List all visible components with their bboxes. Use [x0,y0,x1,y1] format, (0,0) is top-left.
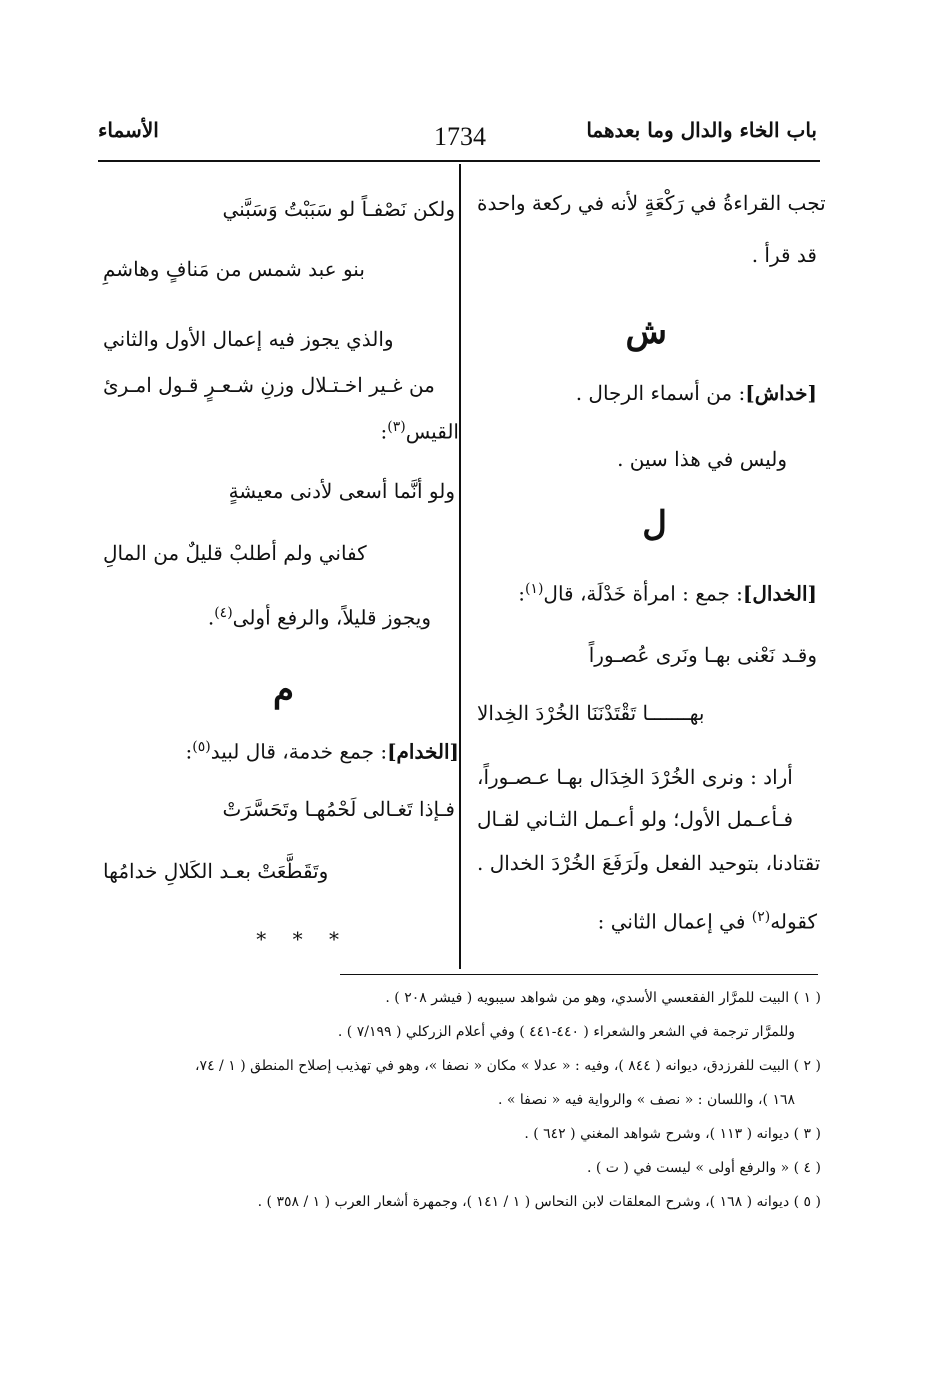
text-line: قد قرأ . [751,243,817,267]
footnote-rule [340,974,818,975]
footnote-5: ( ٥ ) ديوانه ( ١٦٨ )، وشرح المعلقات لابن النحاس ( ١ / ١٤١ )، وجمهرة أشعار العرب ( ١ / ٣٥٨ ) . [257,1194,821,1210]
footnote-4: ( ٤ ) « والرفع أولى » ليست في ( ت ) . [586,1160,821,1176]
section-letter: ش [625,312,667,352]
footnote-2: ( ٢ ) البيت للفرزدق، ديوانه ( ٨٤٤ )، وفيه : « عدلا » مكان « نصفا »، وهو في تهذيب إصلاح المنطق ( ١ / ٧٤، [195,1058,821,1074]
running-header-chapter: باب الخاء والدال وما بعدهما [586,118,817,142]
text-line: والذي يجوز فيه إعمال الأول والثاني [103,327,394,351]
entry-headword: [الخدال] [742,581,817,606]
verse-line: ولكن نَصْفـاً لو سَبَبْتُ وَسَبَّني [222,197,455,221]
footnote-1: ( ١ ) البيت للمرَّار الفقعسي الأسدي، وهو من شواهد سيبويه ( فيشر ٢٠٨ ) . [385,990,821,1006]
verse-line: ولو أنَّما أسعى لأدنى معيشةٍ [228,479,455,503]
footnote-ref: (٤) [214,605,233,621]
footnote-ref: (١) [524,581,544,597]
footnote-1-cont: وللمرَّار ترجمة في الشعر والشعراء ( ٤٤٠-٤٤١ ) وفي أعلام الزركلي ( ٧/١٩٩ ) . [337,1024,795,1040]
entry-headword: [خداش] [745,381,817,405]
footnote-ref: (٢) [751,909,771,925]
text-line: وليس في هذا سين . [617,447,787,471]
column-divider [459,164,461,969]
text-line: من غـير اخـتـلال وزنِ شـعـرٍ قـول امـرئ [103,373,435,397]
text-line: ويجوز قليلاً، والرفع أولى$^{(٤)}$. [207,605,431,630]
page-number: 1734 [434,122,486,151]
footnote-ref: (٣) [387,419,406,435]
verse-line: بهـــــــا تَقْتَدْنَنَا الخُرْدَ الخِدالا [477,701,705,725]
section-separator-stars: * * * [256,927,349,951]
section-letter: ل [642,504,667,544]
verse-line: وقـد نَعْنى بهـا ونَرى عُصـوراً [588,643,817,667]
text-line: أراد : ونرى الخُرْدَ الخِدَال بهـا عـصـوراً، [477,765,793,789]
verse-line: كفاني ولم أطلبْ قليلٌ من المالِ [103,541,367,565]
running-header-section: الأسماء [98,118,159,142]
text-line: تقتادنا، بتوحيد الفعل ولَرَفَعَ الخُرْدَ الخدال . [477,851,821,875]
verse-line: فـإذا تَغـالى لَحْمُهـا وتَحَسَّرَتْ [222,797,455,821]
verse-line: بنو عبد شمس من مَنافٍ وهاشمِ [103,257,365,281]
footnote-2-cont: ١٦٨ )، واللسان : « نصف » والرواية فيه « نصفا » . [498,1092,795,1108]
text-line: كقوله$^{(٢)}$ في إعمال الثاني : [597,909,817,934]
entry-headword: [الخدام] [387,739,459,764]
text-line: القيس$^{(٣)}$: [380,419,459,444]
entry-line: [الخدال]: جمع : امرأة خَدْلَة، قال$^{(١)}$: [518,581,817,606]
text-line: تجب القراءةُ في رَكْعَةٍ لأنه في ركعة واحدة [477,191,826,215]
header-rule [98,160,820,162]
verse-line: وتَقَطَّعَتْ بعـد الكَلالِ خدامُها [103,859,329,883]
footnote-ref: (٥) [192,739,211,755]
entry-line: [خداش]: من أسماء الرجال . [575,381,817,405]
text-line: فـأعـمل الأول؛ ولو أعـمل الثـاني لقـال [477,807,794,831]
footnote-3: ( ٣ ) ديوانه ( ١١٣ )، وشرح شواهد المغني ( ٦٤٢ ) . [524,1126,821,1142]
entry-line: [الخدام]: جمع خدمة، قال لبيد$^{(٥)}$: [185,739,459,764]
section-letter: م [272,670,294,710]
